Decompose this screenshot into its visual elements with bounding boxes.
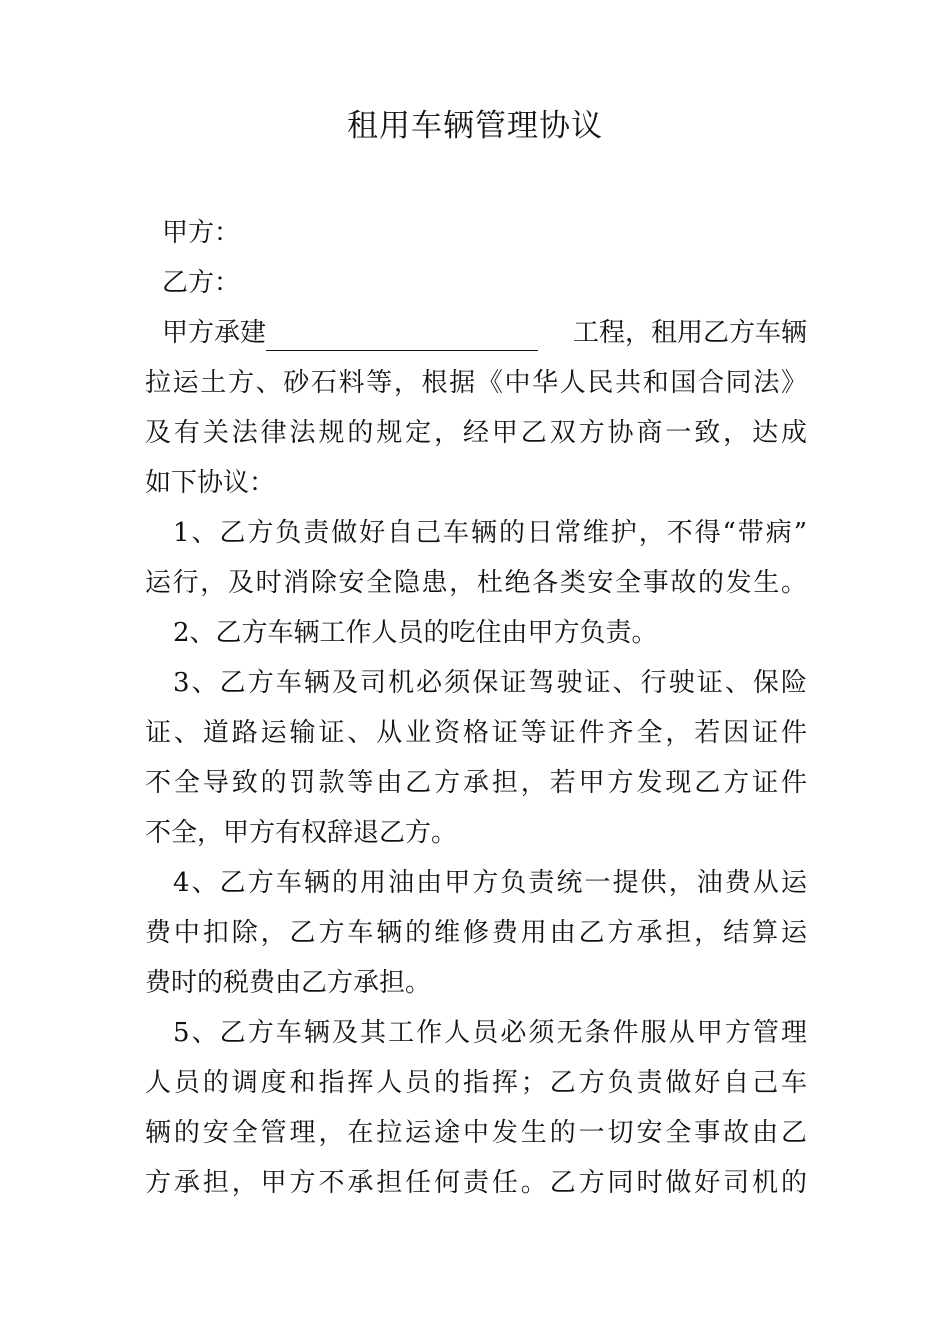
clause-5-line: 辆的安全管理，在拉运途中发生的一切安全事故由乙 (145, 1118, 807, 1148)
party-a-label: 甲方： (162, 218, 241, 248)
intro-prefix: 甲方承建 (162, 318, 267, 348)
intro-suffix: 工程，租用乙方车辆 (572, 318, 807, 348)
clause-4-line: 费中扣除，乙方车辆的维修费用由乙方承担，结算运 (145, 918, 807, 948)
intro-line: 如下协议： (145, 468, 276, 498)
clause-3-line: 不全导致的罚款等由乙方承担，若甲方发现乙方证件 (145, 768, 807, 798)
clause-2-line: 2、乙方车辆工作人员的吃住由甲方负责。 (173, 618, 658, 648)
clause-3-line: 不全，甲方有权辞退乙方。 (145, 818, 458, 848)
document-title: 租用车辆管理协议 (347, 108, 603, 144)
intro-first-line (145, 308, 807, 358)
intro-line: 及有关法律法规的规定，经甲乙双方协商一致，达成 (145, 418, 807, 448)
clause-3-line: 证、道路运输证、从业资格证等证件齐全，若因证件 (145, 718, 807, 748)
clause-1-line: 运行，及时消除安全隐患，杜绝各类安全事故的发生。 (145, 568, 807, 598)
project-name-blank[interactable] (266, 316, 538, 351)
clause-3-line: 3、乙方车辆及司机必须保证驾驶证、行驶证、保险 (173, 668, 807, 698)
clause-4-line: 4、乙方车辆的用油由甲方负责统一提供，油费从运 (173, 868, 807, 898)
clause-4-line: 费时的税费由乙方承担。 (145, 968, 432, 998)
clause-1-line: 1、乙方负责做好自己车辆的日常维护，不得“带病” (173, 518, 807, 548)
document-body (145, 208, 807, 1208)
clause-5-line: 5、乙方车辆及其工作人员必须无条件服从甲方管理 (173, 1018, 807, 1048)
party-b-label: 乙方： (162, 268, 241, 298)
clause-5-line: 人员的调度和指挥人员的指挥；乙方负责做好自己车 (145, 1068, 807, 1098)
clause-5-line: 方承担，甲方不承担任何责任。乙方同时做好司机的 (145, 1168, 807, 1198)
intro-line: 拉运土方、砂石料等，根据《中华人民共和国合同法》 (145, 368, 807, 398)
intro-first-line-left (162, 308, 538, 358)
